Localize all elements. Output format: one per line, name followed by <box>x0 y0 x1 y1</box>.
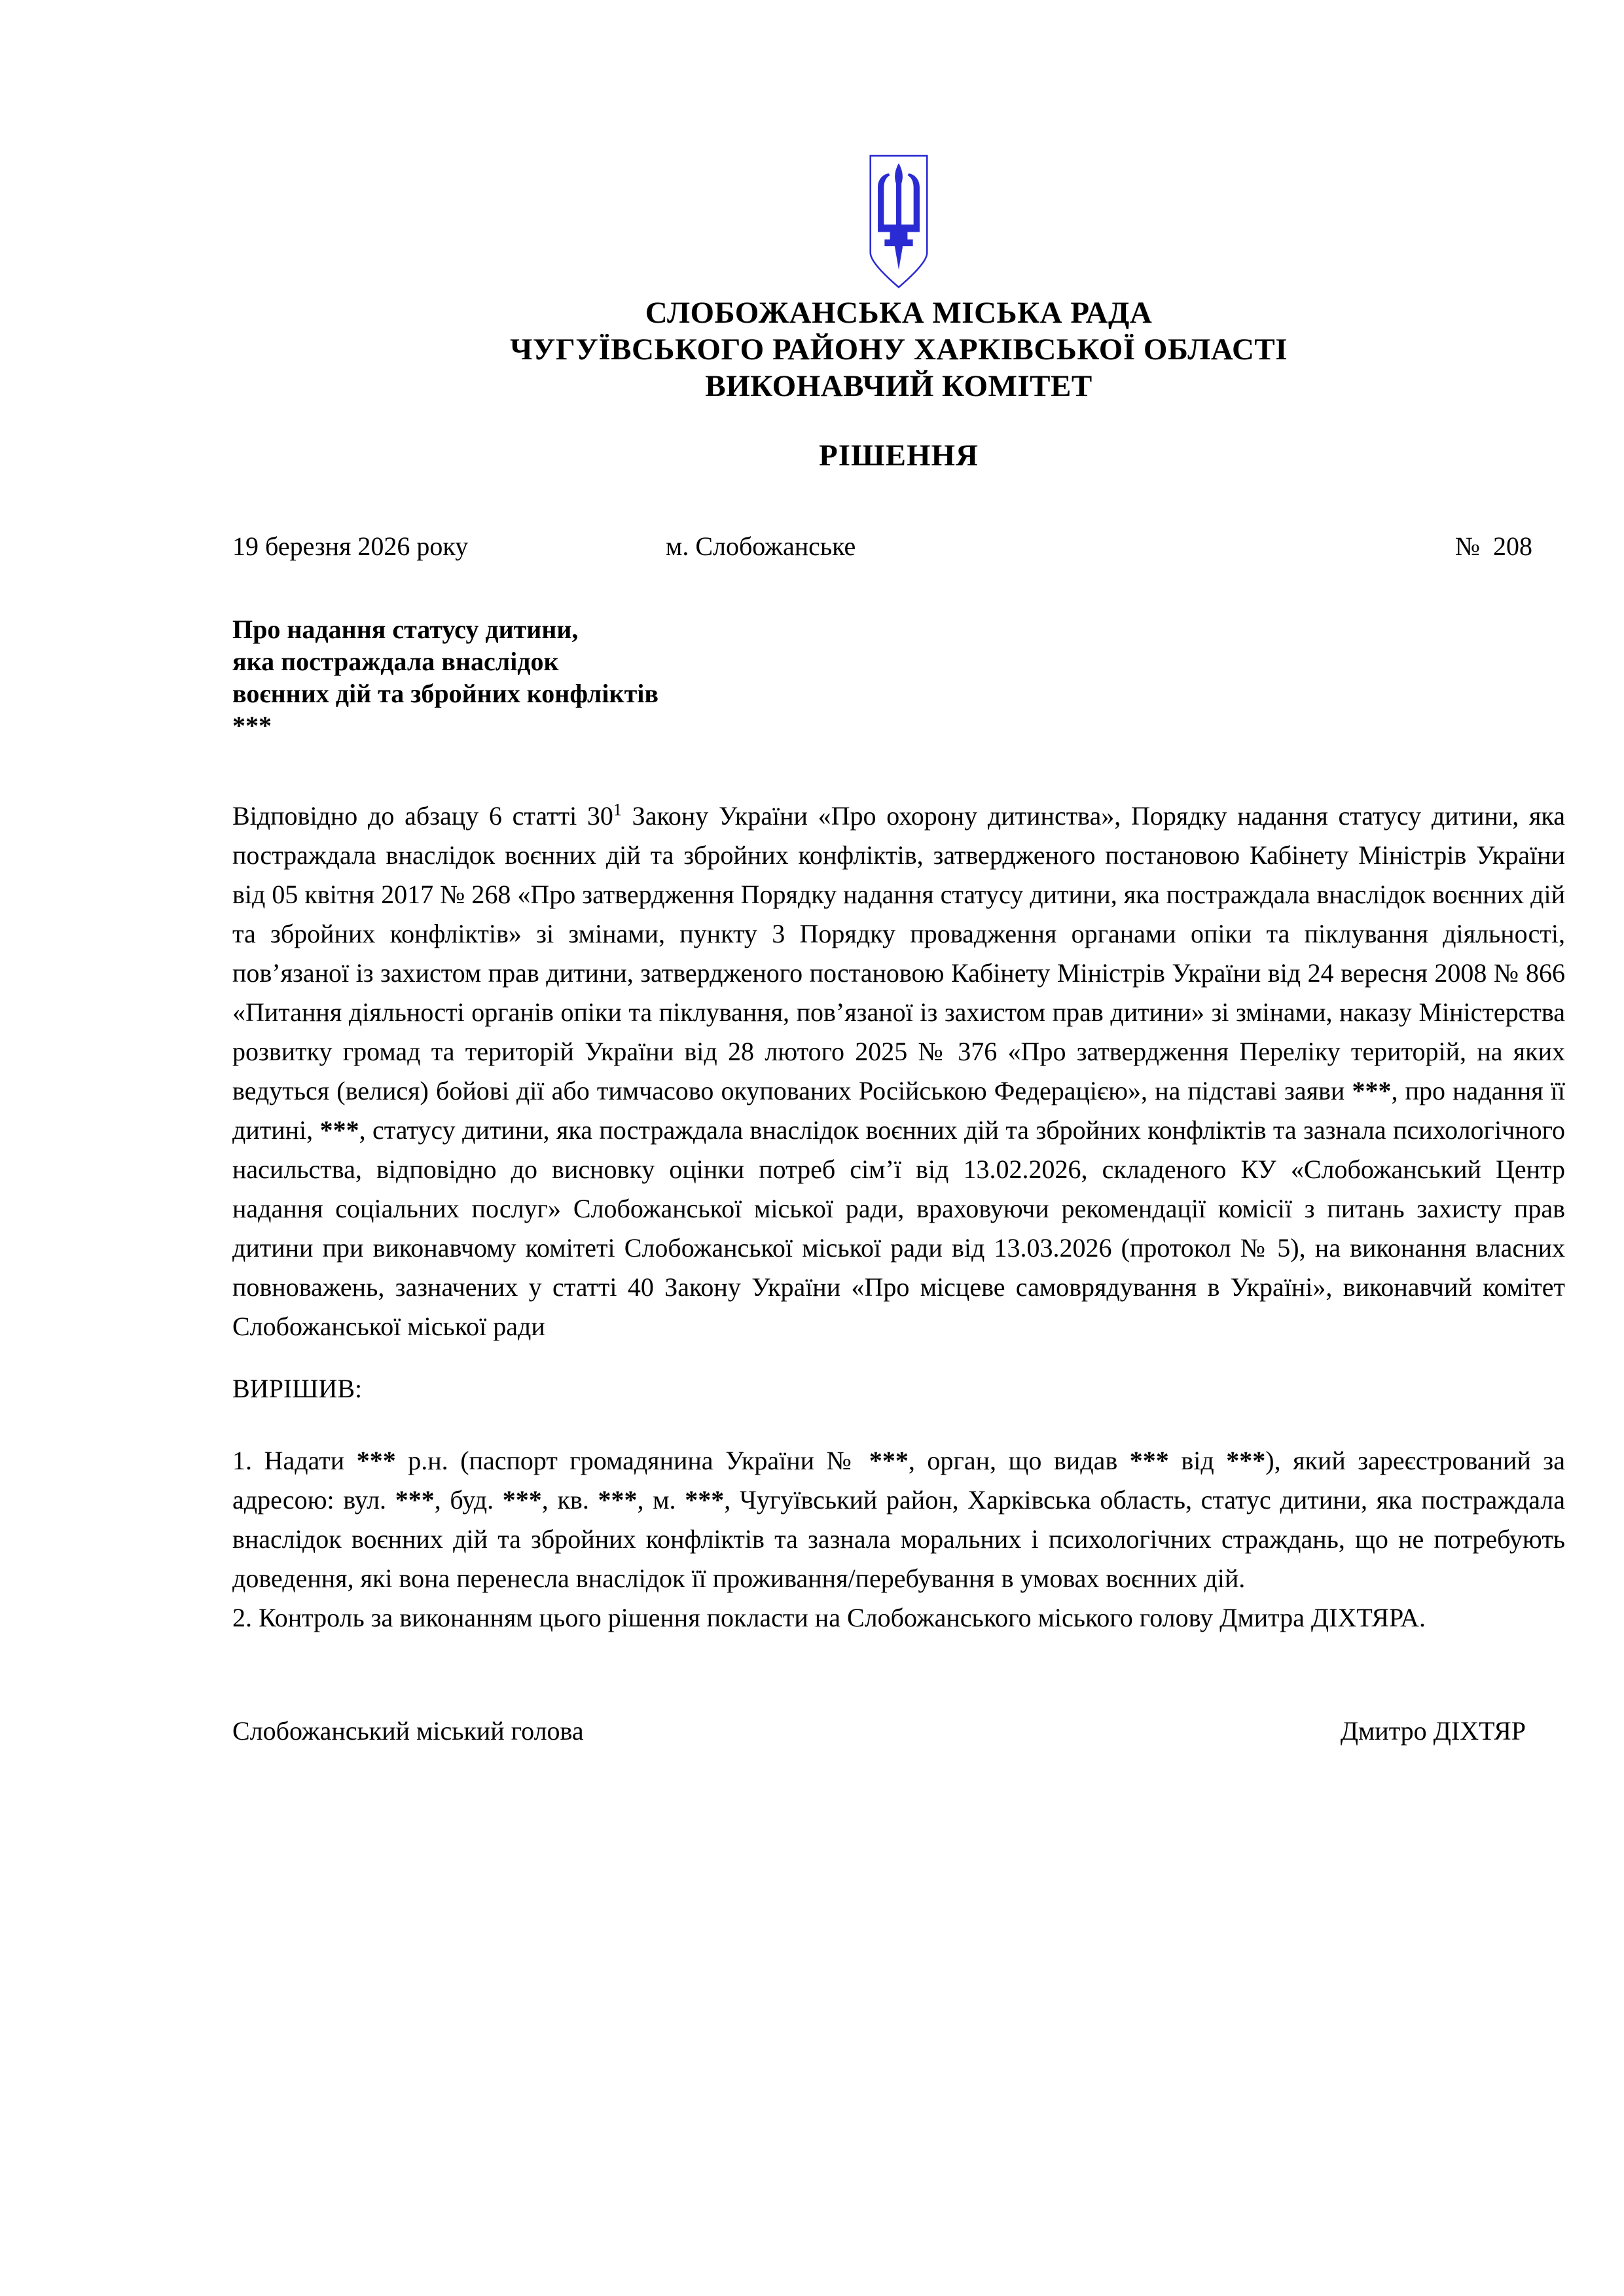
signature-row <box>232 1715 1565 1747</box>
document-place: м. Слобожанське <box>666 531 856 561</box>
org-name-line-2: ЧУГУЇВСЬКОГО РАЙОНУ ХАРКІВСЬКОЇ ОБЛАСТІ <box>509 332 1288 367</box>
decision-item-1: 1. Надати *** р.н. (паспорт громадянина України № ***, орган, що видав *** від ***), який зареєстрований за адресою: вул. ***, буд. ***, кв. ***, м. ***, Чугуївський район, Харківська область, статус дитини, яка постраждала внаслідок воєнних дій та збройних конфліктів та зазнала моральних і психологічних страждань, що не потребують доведення, які вона перенесла внаслідок її проживання/перебування в умовах воєнних дій. <box>232 1446 1566 1593</box>
document-header <box>232 154 1565 474</box>
decision-item-2: 2. Контроль за виконанням цього рішення покласти на Слобожанського міського голову Дмитра ДІХТЯРА. <box>232 1603 1426 1632</box>
document-meta-row <box>232 530 1565 562</box>
org-name-line-1: СЛОБОЖАНСЬКА МІСЬКА РАДА <box>645 296 1153 330</box>
subject-line-3: воєнних дій та збройних конфліктів <box>232 679 659 708</box>
subject-line-4: *** <box>232 711 272 740</box>
subject-line-1: Про надання статусу дитини, <box>232 615 579 644</box>
organization-name <box>232 295 1565 404</box>
document-number: № 208 <box>1454 531 1532 561</box>
subject-line-2: яка постраждала внаслідок <box>232 647 559 676</box>
org-name-line-3: ВИКОНАВЧИЙ КОМІТЕТ <box>705 369 1092 403</box>
signature-name: Дмитро ДІХТЯР <box>1340 1716 1526 1746</box>
document-date: 19 березня 2026 року <box>232 531 469 561</box>
resolution-label: ВИРІШИВ: <box>232 1374 363 1403</box>
signature-role: Слобожанський міський голова <box>232 1716 584 1746</box>
ukraine-trident-emblem <box>858 154 939 289</box>
preamble-paragraph: Відповідно до абзацу 6 статті $30^1$ Закону України «Про охорону дитинства», Порядку надання статусу дитини, яка постраждала внаслідок воєнних дій та збройних конфліктів, затвердженого постановою Кабінету Міністрів України від 05 квітня 2017 № 268 «Про затвердження Порядку надання статусу дитини, яка постраждала внаслідок воєнних дій та збройних конфліктів» зі змінами, пункту 3 Порядку провадження органами опіки та піклування діяльності, пов’язаної із захистом прав дитини, затвердженого постановою Кабінету Міністрів України від 24 вересня 2008 № 866 «Питання діяльності органів опіки та піклування, пов’язаної із захистом прав дитини» зі змінами, наказу Міністерства розвитку громад та територій України від 28 лютого 2025 № 376 «Про затвердження Переліку територій, на яких ведуться (велися) бойові дії або тимчасово окупованих Російською Федерацією», на підставі заяви ***, про надання її дитині, ***, статусу дитини, яка постраждала внаслідок воєнних дій та збройних конфліктів та зазнала психологічного насильства, відповідно до висновку оцінки потреб сім’ї від 13.02.2026, складеного КУ «Слобожанський Центр надання соціальних послуг» Слобожанської міської ради, враховуючи рекомендації комісії з питань захисту прав дитини при виконавчому комітеті Слобожанської міської ради від 13.03.2026 (протокол № 5), на виконання власних повноважень, зазначених у статті 40 Закону України «Про місцеве самоврядування в Україні», виконавчий комітет Слобожанської міської ради <box>232 800 1566 1341</box>
trident-icon <box>858 154 939 289</box>
document-type-title: РІШЕННЯ <box>818 439 979 473</box>
document-subject <box>232 613 1565 742</box>
